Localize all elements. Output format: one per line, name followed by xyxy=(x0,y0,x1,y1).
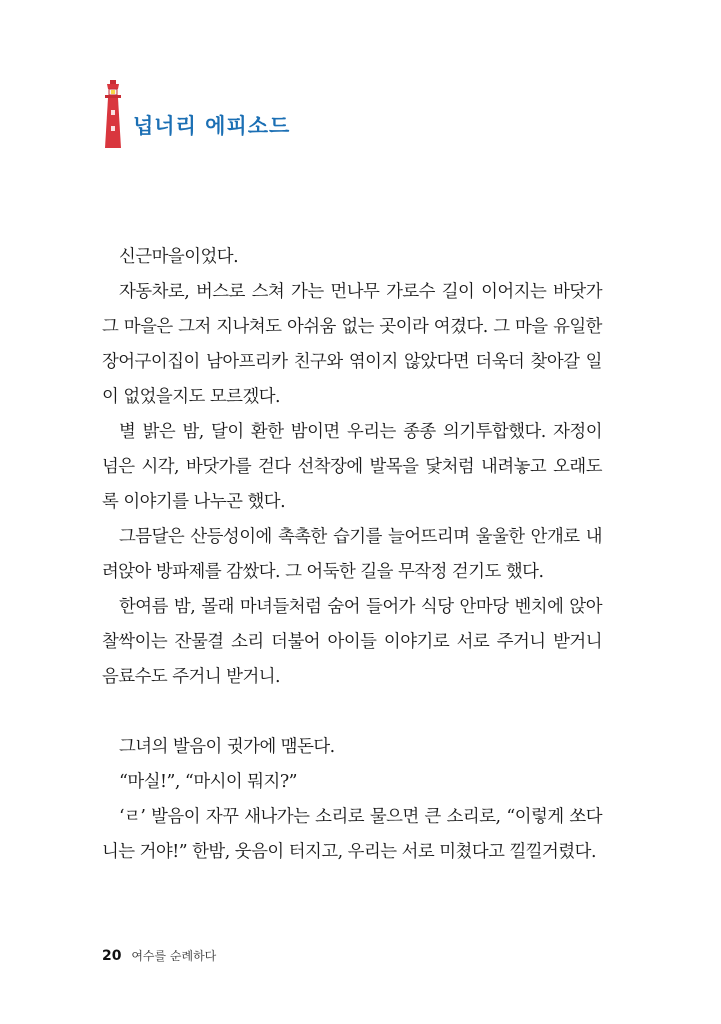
paragraph-5: 한여름 밤, 몰래 마녀들처럼 숨어 들어가 식당 안마당 벤치에 앉아 찰싹이는 잔물결 소리 더불어 아이들 이야기로 서로 주거니 받거니 음료수도 주거니 받거니. xyxy=(102,597,602,687)
page-footer xyxy=(102,947,216,964)
paragraph-3: 별 밝은 밤, 달이 환한 밤이면 우리는 종종 의기투합했다. 자정이 넘은 시각, 바닷가를 걷다 선착장에 발목을 닻처럼 내려놓고 오래도록 이야기를 나누곤 했다. xyxy=(102,422,602,512)
book-title: 여수를 순례하다 xyxy=(131,949,217,963)
paragraph-2: 자동차로, 버스로 스쳐 가는 먼나무 가로수 길이 이어지는 바닷가 그 마을은 그저 지나쳐도 아쉬움 없는 곳이라 여겼다. 그 마을 유일한 장어구이집이 남아프리카 친구와 엮이지 않았다면 더욱더 찾아갈 일이 없었을지도 모르겠다. xyxy=(102,282,602,407)
section-title: 넙너리 에피소드 xyxy=(133,114,291,138)
body-text xyxy=(102,240,602,870)
paragraph-8: ‘ㄹ’ 발음이 자꾸 새나가는 소리로 물으면 큰 소리로, “이렇게 쏘다니는 거야!” 한밤, 웃음이 터지고, 우리는 서로 미쳤다고 낄낄거렸다. xyxy=(102,807,602,862)
paragraph-1: 신근마을이었다. xyxy=(119,247,239,267)
paragraph-4: 그믐달은 산등성이에 촉촉한 습기를 늘어뜨리며 울울한 안개로 내려앉아 방파제를 감쌌다. 그 어둑한 길을 무작정 걷기도 했다. xyxy=(102,527,602,582)
paragraph-7: “마실!”, “마시이 뭐지?” xyxy=(119,772,298,792)
page-number: 20 xyxy=(102,948,122,964)
lighthouse-icon xyxy=(100,80,126,148)
paragraph-6: 그녀의 발음이 귓가에 맴돈다. xyxy=(119,737,335,757)
paragraph-gap xyxy=(102,695,602,730)
